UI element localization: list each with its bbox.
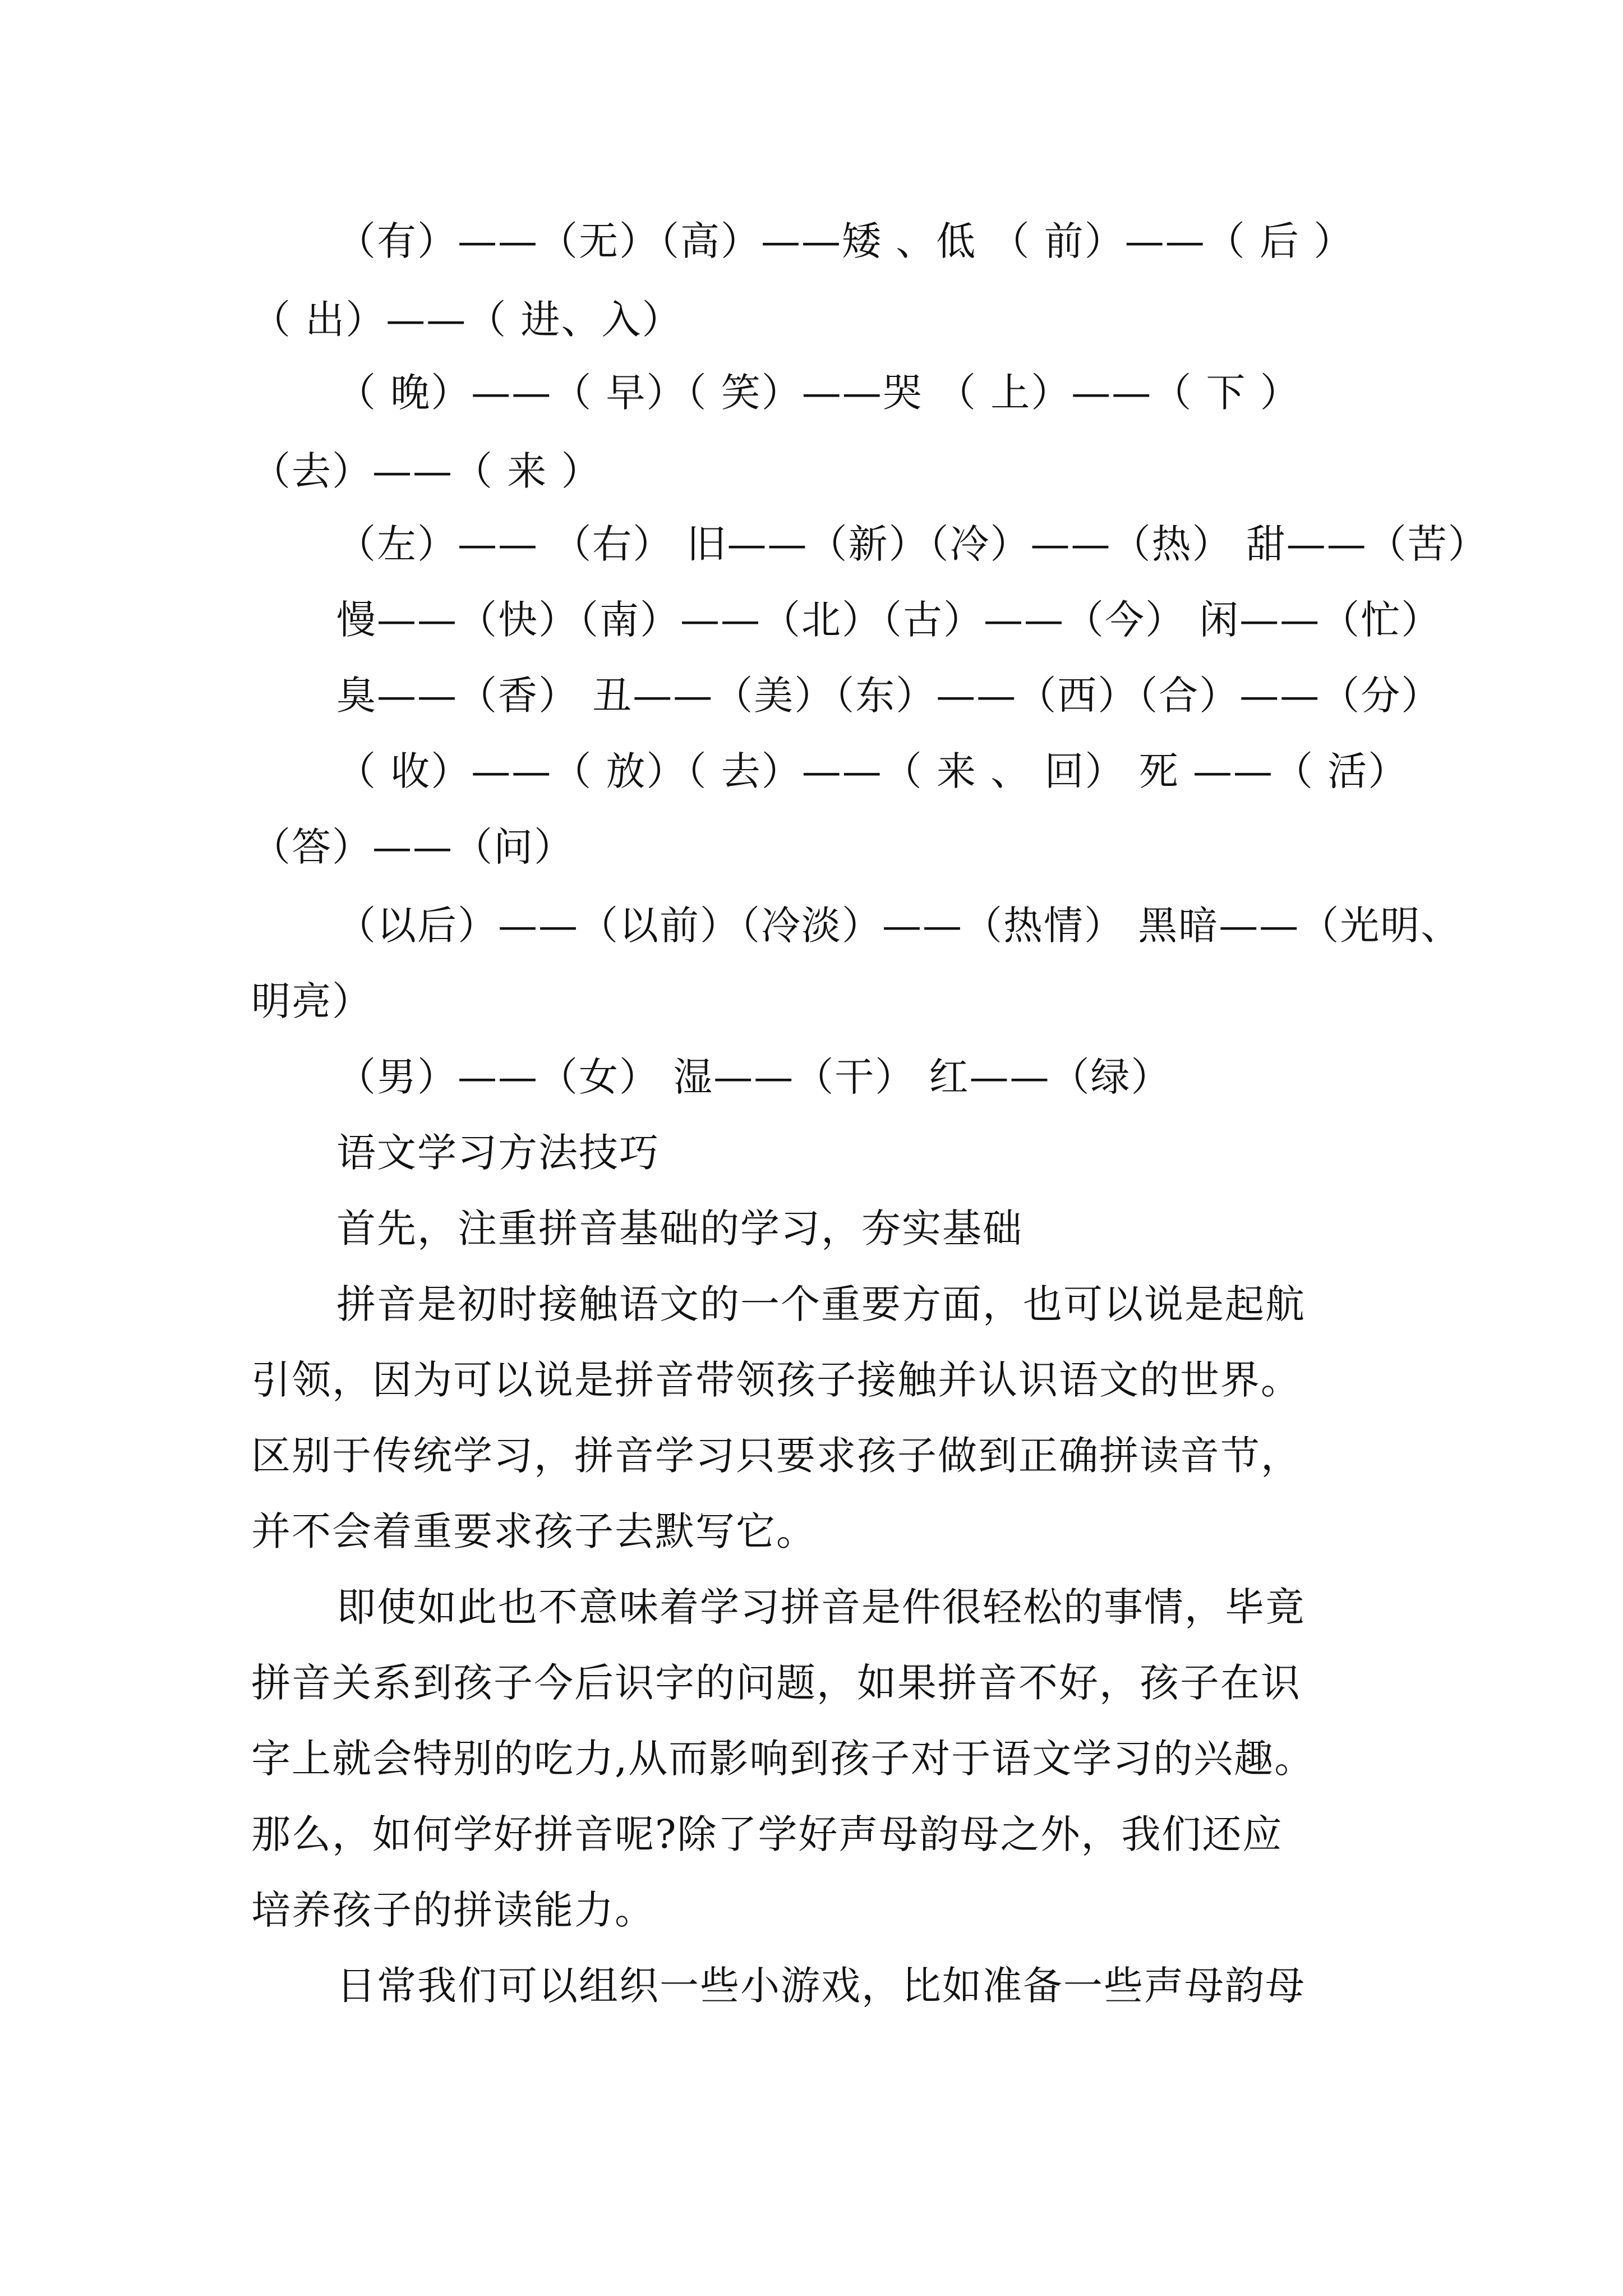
antonym-line: （ 收）——（ 放）（ 去）——（ 来 、 回） 死 ——（ 活） xyxy=(336,748,1409,794)
antonym-line: 臭——（香） 丑——（美）（东）——（西）（合）——（分） xyxy=(336,673,1442,719)
paragraph-line: 字上就会特别的吃力,从而影响到孩子对于语文学习的兴趣。 xyxy=(251,1736,1315,1782)
paragraph-line: 日常我们可以组织一些小游戏，比如准备一些声母韵母 xyxy=(336,1963,1306,2009)
antonym-line: 明亮） xyxy=(251,978,372,1024)
antonym-line: （答）——（问） xyxy=(251,824,574,870)
section-title: 语文学习方法技巧 xyxy=(336,1130,660,1176)
paragraph-line: 区别于传统学习，拼音学习只要求孩子做到正确拼读音节， xyxy=(251,1433,1301,1479)
antonym-line: （男）——（女） 湿——（干） 红——（绿） xyxy=(336,1054,1172,1100)
antonym-line: 慢——（快）（南）——（北）（古）——（今） 闲——（忙） xyxy=(336,597,1442,643)
paragraph-line: 培养孩子的拼读能力。 xyxy=(251,1887,655,1933)
antonym-line: （ 出）——（ 进、入） xyxy=(251,297,683,343)
antonym-line: （左）—— （右） 旧——（新）（冷）——（热） 甜——（苦） xyxy=(336,521,1488,567)
antonym-line: （以后）——（以前）（冷淡）——（热情） 黑暗——（光明、 xyxy=(336,903,1461,949)
paragraph-line: 并不会着重要求孩子去默写它。 xyxy=(251,1508,817,1554)
section-subtitle: 首先，注重拼音基础的学习，夯实基础 xyxy=(336,1205,1023,1251)
paragraph-line: 拼音关系到孩子今后识字的问题，如果拼音不好，孩子在识 xyxy=(251,1660,1301,1706)
paragraph-line: 拼音是初时接触语文的一个重要方面，也可以说是起航 xyxy=(336,1281,1306,1327)
antonym-line: （去）——（ 来 ） xyxy=(251,448,602,494)
paragraph-line: 即使如此也不意味着学习拼音是件很轻松的事情，毕竟 xyxy=(336,1584,1306,1630)
paragraph-line: 引领，因为可以说是拼音带领孩子接触并认识语文的世界。 xyxy=(251,1357,1301,1403)
antonym-line: （ 晚）——（ 早）（ 笑）——哭 （ 上）——（ 下 ） xyxy=(336,370,1301,416)
paragraph-line: 那么，如何学好拼音呢?除了学好声母韵母之外，我们还应 xyxy=(251,1811,1283,1857)
antonym-line: （有）——（无）（高）——矮 、低 （ 前）——（ 后 ） xyxy=(336,218,1354,264)
